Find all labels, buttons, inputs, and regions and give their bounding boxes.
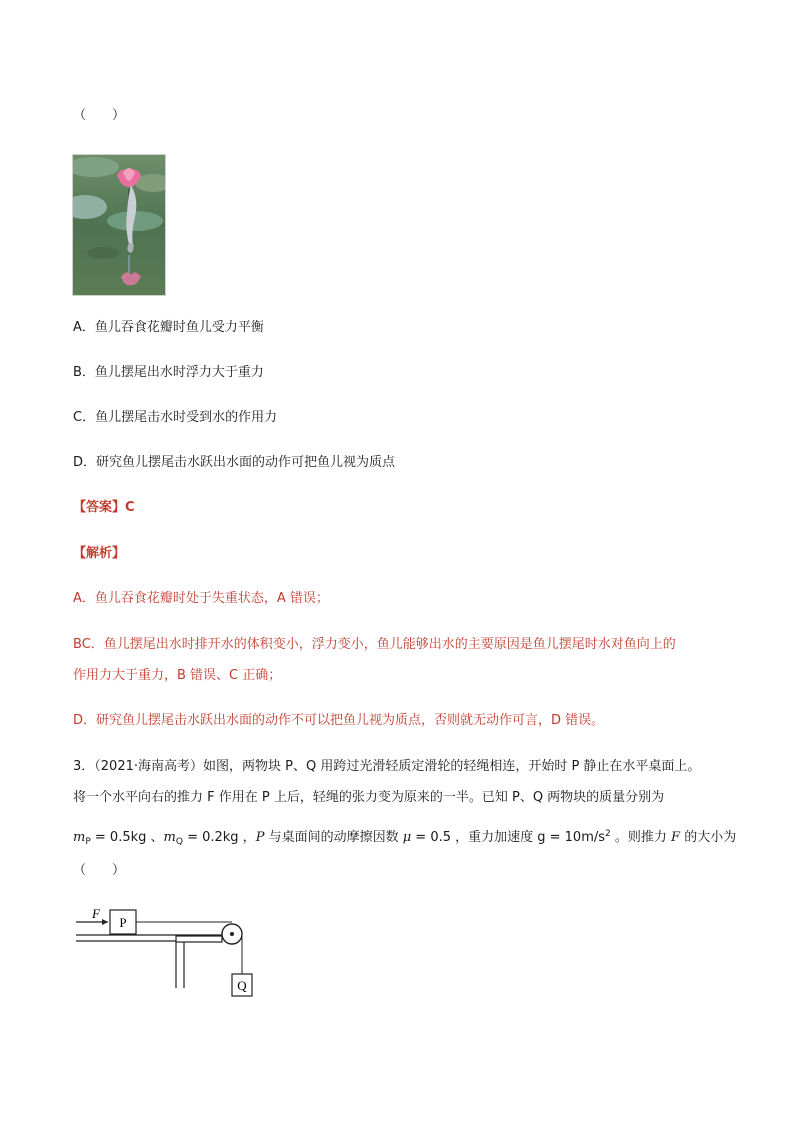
q2-option-c: C．鱼儿摆尾击水时受到水的作用力 xyxy=(73,410,278,425)
mass-p-symbol: m xyxy=(73,830,86,845)
q3-stem-line3 xyxy=(73,825,736,851)
force-arrowhead xyxy=(102,919,108,925)
mass-p-subscript: P xyxy=(85,837,91,847)
q2-option-a: A．鱼儿吞食花瓣时鱼儿受力平衡 xyxy=(73,320,264,335)
q3-answer-bracket: （ ） xyxy=(73,863,126,878)
q2-analysis-bc-line2: 作用力大于重力，B 错误、C 正确； xyxy=(73,668,282,683)
mass-q-subscript: Q xyxy=(175,837,183,847)
pulley-axle xyxy=(230,932,234,936)
mass-p-value: = 0.5kg 、 xyxy=(90,830,164,845)
block-p-label: P xyxy=(119,915,127,930)
q2-answer xyxy=(73,499,135,517)
gravity-exponent: 2 xyxy=(605,829,611,839)
fish-lotus-illustration xyxy=(73,155,165,295)
q2-answer-bracket: （ ） xyxy=(73,108,126,123)
question-tail: 的大小为 xyxy=(680,830,737,845)
force-label: F xyxy=(92,906,100,921)
q2-option-b: B．鱼儿摆尾出水时浮力大于重力 xyxy=(73,365,264,380)
f-symbol: F xyxy=(671,830,681,845)
p-symbol: P xyxy=(255,830,265,845)
q3-stem-line2: 将一个水平向右的推力 F 作用在 P 上后，轻绳的张力变为原来的一半。已知 P、Q 两物块的质量分别为 xyxy=(73,790,665,805)
q2-analysis-label: 【解析】 xyxy=(73,546,126,561)
mass-q-symbol: m xyxy=(163,830,176,845)
mu-and-gravity: = 0.5 ，重力加速度 g = 10m/s xyxy=(411,830,606,845)
friction-text: 与桌面间的动摩擦因数 xyxy=(264,830,403,845)
mass-q-value: = 0.2kg ， xyxy=(182,830,256,845)
q2-analysis-a: A．鱼儿吞食花瓣时处于失重状态，A 错误； xyxy=(73,591,329,606)
block-q-label: Q xyxy=(237,978,247,993)
q2-analysis-bc-line1: BC．鱼儿摆尾出水时排开水的体积变小，浮力变小，鱼儿能够出水的主要原因是鱼儿摆尾时水对鱼向上的 xyxy=(73,637,676,652)
then-text: 。则推力 xyxy=(610,830,672,845)
pulley-diagram xyxy=(72,906,262,1006)
answer-value: C xyxy=(125,500,135,515)
q2-analysis-d: D．研究鱼儿摆尾击水跃出水面的动作不可以把鱼儿视为质点，否则就无动作可言，D 错误。 xyxy=(73,713,605,728)
mu-symbol: μ xyxy=(402,830,412,845)
answer-label: 【答案】 xyxy=(73,500,126,515)
pulley-bracket xyxy=(176,936,222,942)
q3-stem-line1: 3．（2021·海南高考）如图，两物块 P、Q 用跨过光滑轻质定滑轮的轻绳相连，开始时 P 静止在水平桌面上。 xyxy=(73,759,701,774)
pulley-diagram-svg xyxy=(72,906,262,1002)
fish-lotus-photo xyxy=(72,154,166,296)
q2-option-d: D．研究鱼儿摆尾击水跃出水面的动作可把鱼儿视为质点 xyxy=(73,455,396,470)
